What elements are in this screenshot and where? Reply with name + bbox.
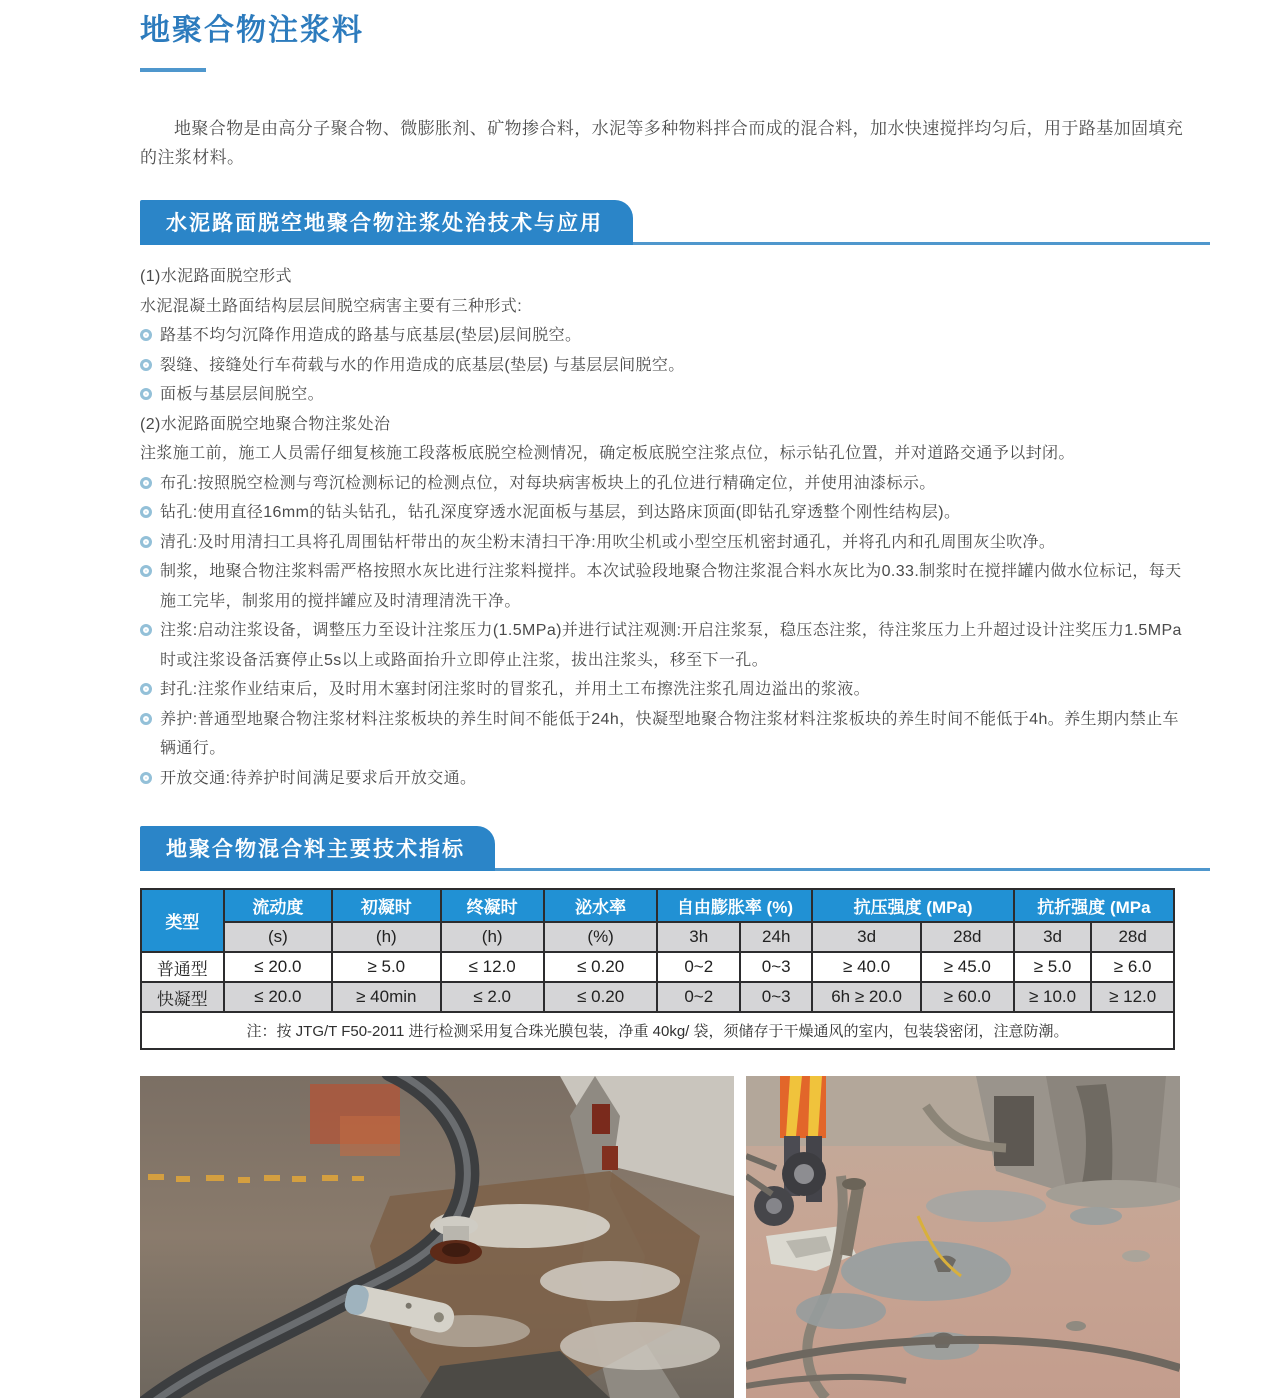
table-row [141, 952, 1174, 982]
table-cell: 0~2 [657, 982, 740, 1012]
section2-banner-row [140, 826, 1210, 871]
section1-body [140, 262, 1185, 793]
ring-bullet-icon [140, 683, 152, 695]
table-row-label: 普通型 [141, 952, 224, 982]
bullet-item [140, 528, 1185, 558]
table-header-cell: 流动度 [224, 889, 332, 922]
photo-grouting-worksite [746, 1076, 1180, 1398]
bullet-text: 封孔:注浆作业结束后，及时用木塞封闭注浆时的冒浆孔，并用土工布擦洗注浆孔周边溢出的浆液。 [160, 681, 871, 698]
table-header-cell: 自由膨胀率 (%) [657, 889, 812, 922]
table-unit-cell: 24h [740, 922, 812, 952]
table-unit-cell: (h) [441, 922, 544, 952]
table-cell: ≤ 20.0 [224, 952, 332, 982]
ring-bullet-icon [140, 388, 152, 400]
text-line: (2)水泥路面脱空地聚合物注浆处治 [140, 415, 391, 433]
table-note: 注：按 JTG/T F50-2011 进行检测采用复合珠光膜包装，净重 40kg/ 袋，须储存于干燥通风的室内，包装袋密闭，注意防潮。 [141, 1012, 1174, 1049]
ring-bullet-icon [140, 536, 152, 548]
table-row-label: 快凝型 [141, 982, 224, 1012]
bullet-item [140, 616, 1185, 675]
bullet-text: 注浆:启动注浆设备，调整压力至设计注浆压力(1.5MPa)并进行试注观测:开启注浆泵，稳压态注浆，待注浆压力上升超过设计注奖压力1.5MPa时或注浆设备活赛停止5s以上或路面抬升立即停止注浆，拔出注浆头，移至下一孔。 [160, 622, 1182, 669]
section1-banner-row [140, 200, 1210, 245]
bullet-text: 钻孔:使用直径16mm的钻头钻孔，钻孔深度穿透水泥面板与基层，到达路床顶面(即钻孔穿透整个刚性结构层)。 [160, 504, 961, 521]
table-header-cell: 泌水率 [544, 889, 658, 922]
bullet-text: 裂缝、接缝处行车荷载与水的作用造成的底基层(垫层) 与基层层间脱空。 [160, 356, 685, 374]
bullet-text: 养护:普通型地聚合物注浆材料注浆板块的养生时间不能低于24h，快凝型地聚合物注浆材料注浆板块的养生时间不能低于4h。养生期内禁止车辆通行。 [160, 710, 1179, 757]
bullet-item [140, 351, 1185, 381]
intro-paragraph: 地聚合物是由高分子聚合物、微膨胀剂、矿物掺合料，水泥等多种物料拌合而成的混合料，加水快速搅拌均匀后，用于路基加固填充的注浆材料。 [140, 119, 1184, 167]
bullet-text: 清孔:及时用清扫工具将孔周围钻杆带出的灰尘粉末清扫干净:用吹尘机或小型空压机密封通孔，并将孔内和孔周围灰尘吹净。 [160, 533, 1056, 551]
ring-bullet-icon [140, 477, 152, 489]
ring-bullet-icon [140, 624, 152, 636]
table-header-cell: 类型 [141, 889, 224, 952]
page-title: 地聚合物注浆料 [140, 14, 364, 47]
ring-bullet-icon [140, 506, 152, 518]
table-unit-cell: (%) [544, 922, 658, 952]
banner-underline [633, 242, 1210, 245]
table-cell: ≤ 0.20 [544, 952, 658, 982]
ring-bullet-icon [140, 772, 152, 784]
table-cell: ≤ 12.0 [441, 952, 544, 982]
table-cell: 0~3 [740, 982, 812, 1012]
ring-bullet-icon [140, 329, 152, 341]
ring-bullet-icon [140, 565, 152, 577]
photo-strip [140, 1076, 1210, 1398]
photo-grout-injection-port-illustration [140, 1076, 734, 1398]
bullet-text: 路基不均匀沉降作用造成的路基与底基层(垫层)层间脱空。 [160, 327, 582, 344]
bullet-item [140, 321, 1185, 351]
bullet-item [140, 498, 1185, 528]
table-unit-cell: 28d [1091, 922, 1174, 952]
table-unit-cell: 3d [812, 922, 920, 952]
table-cell: ≥ 6.0 [1091, 952, 1174, 982]
bullet-item [140, 380, 1185, 410]
bullet-item [140, 557, 1185, 616]
table-row [141, 982, 1174, 1012]
section2-heading-banner: 地聚合物混合料主要技术指标 [140, 826, 495, 871]
table-cell: ≥ 5.0 [1014, 952, 1091, 982]
table-cell: ≥ 5.0 [332, 952, 440, 982]
table-unit-cell: (s) [224, 922, 332, 952]
bullet-text: 布孔:按照脱空检测与弯沉检测标记的检测点位，对每块病害板块上的孔位进行精确定位，并使用油漆标示。 [160, 474, 936, 492]
bullet-item [140, 705, 1185, 764]
table-unit-cell: 28d [921, 922, 1014, 952]
table-unit-cell: 3d [1014, 922, 1091, 952]
table-cell: ≥ 12.0 [1091, 982, 1174, 1012]
bullet-item [140, 764, 1185, 794]
spec-table [140, 888, 1175, 1050]
banner-underline [495, 868, 1210, 871]
ring-bullet-icon [140, 713, 152, 725]
table-cell: ≥ 45.0 [921, 952, 1014, 982]
table-cell: 0~3 [740, 952, 812, 982]
bullet-text: 制浆，地聚合物注浆料需严格按照水灰比进行注浆料搅拌。本次试验段地聚合物注浆混合料水灰比为0.33.制浆时在搅拌罐内做水位标记，每天施工完毕，制浆用的搅拌罐应及时清理清洗干净。 [160, 563, 1182, 610]
table-cell: 6h ≥ 20.0 [812, 982, 920, 1012]
title-underline [140, 68, 206, 72]
bullet-item [140, 469, 1185, 499]
table-unit-cell: 3h [657, 922, 740, 952]
photo-grouting-worksite-illustration [746, 1076, 1180, 1398]
bullet-text: 开放交通:待养护时间满足要求后开放交通。 [160, 769, 477, 787]
table-cell: ≥ 10.0 [1014, 982, 1091, 1012]
table-unit-cell: (h) [332, 922, 440, 952]
table-cell: ≤ 20.0 [224, 982, 332, 1012]
photo-grout-injection-port [140, 1076, 734, 1398]
text-line: 注浆施工前，施工人员需仔细复核施工段落板底脱空检测情况，确定板底脱空注浆点位，标示钻孔位置，并对道路交通予以封闭。 [140, 445, 1075, 462]
ring-bullet-icon [140, 359, 152, 371]
section1-heading-banner: 水泥路面脱空地聚合物注浆处治技术与应用 [140, 200, 633, 245]
table-header-cell: 终凝时 [441, 889, 544, 922]
bullet-item [140, 675, 1185, 705]
table-cell: ≤ 2.0 [441, 982, 544, 1012]
bullet-text: 面板与基层层间脱空。 [160, 386, 325, 403]
text-line: 水泥混凝土路面结构层层间脱空病害主要有三种形式: [140, 297, 523, 315]
table-header-cell: 初凝时 [332, 889, 440, 922]
table-cell: 0~2 [657, 952, 740, 982]
table-header-cell: 抗压强度 (MPa) [812, 889, 1013, 922]
table-cell: ≤ 0.20 [544, 982, 658, 1012]
table-cell: ≥ 40min [332, 982, 440, 1012]
table-cell: ≥ 60.0 [921, 982, 1014, 1012]
table-cell: ≥ 40.0 [812, 952, 920, 982]
table-header-cell: 抗折强度 (MPa [1014, 889, 1174, 922]
text-line: (1)水泥路面脱空形式 [140, 268, 292, 285]
